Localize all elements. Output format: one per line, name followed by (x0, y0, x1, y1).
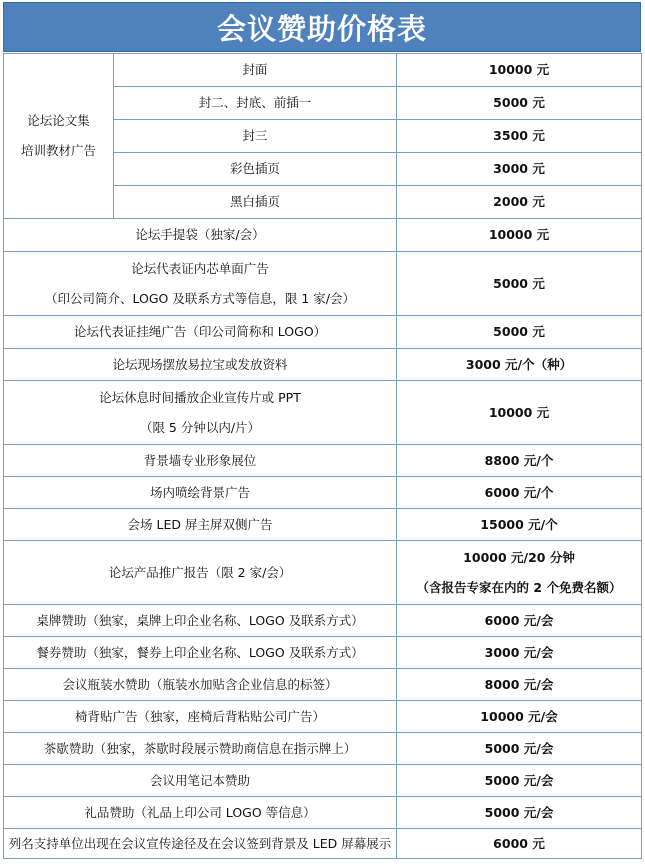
item-line: 背景墙专业形象展位 (143, 452, 257, 468)
price-cell (397, 669, 642, 701)
price-cell: 5000 元 (397, 87, 642, 120)
item-cell (4, 477, 397, 509)
table-row (4, 316, 642, 349)
item-cell (4, 252, 397, 316)
table-row (4, 765, 642, 797)
item-line: 桌牌赞助（独家，桌牌上印企业名称、LOGO 及联系方式） (36, 612, 364, 628)
item-cell (4, 733, 397, 765)
table-row (4, 219, 642, 252)
price-cell (397, 477, 642, 509)
item-line: 论坛产品推广报告（限 2 家/会） (108, 564, 292, 580)
item-cell (4, 605, 397, 637)
item-cell: 封面 (114, 54, 397, 87)
price-cell (397, 316, 642, 349)
item-line: 会议瓶装水赞助（瓶装水加贴含企业信息的标签） (62, 676, 338, 692)
item-cell (4, 541, 397, 605)
price-cell (397, 605, 642, 637)
table-row (4, 381, 642, 445)
price-line: （含报告专家在内的 2 个免费名额） (416, 579, 622, 595)
item-cell (4, 669, 397, 701)
price-line: 8000 元/会 (484, 676, 554, 692)
price-cell (397, 829, 642, 859)
price-line: 15000 元/个 (480, 516, 558, 532)
item-line: 椅背贴广告（独家，座椅后背粘贴公司广告） (74, 708, 325, 724)
price-cell (397, 509, 642, 541)
group-label-line: 论坛论文集 (27, 113, 90, 128)
item-line: 列名支持单位出现在会议宣传途径及在会议签到背景及 LED 屏幕展示 (8, 835, 392, 851)
table-row (4, 349, 642, 381)
price-line: 6000 元/个 (484, 484, 554, 500)
item-cell: 封二、封底、前插一 (114, 87, 397, 120)
group-label-line: 培训教材广告 (20, 143, 96, 158)
price-cell (397, 219, 642, 252)
item-line: 场内喷绘背景广告 (149, 484, 250, 500)
item-cell: 黑白插页 (114, 186, 397, 219)
item-cell (4, 219, 397, 252)
table-row (4, 797, 642, 829)
price-line: 5000 元/会 (484, 804, 554, 820)
price-line: 6000 元 (493, 835, 545, 851)
price-cell (397, 445, 642, 477)
item-line: 会场 LED 屏主屏双侧广告 (127, 516, 273, 532)
table-row (4, 509, 642, 541)
price-line: 5000 元/会 (484, 740, 554, 756)
item-line: 论坛手提袋（独家/会） (135, 227, 265, 242)
item-cell (4, 797, 397, 829)
price-cell: 3000 元 (397, 153, 642, 186)
item-cell (4, 349, 397, 381)
item-line: 论坛代表证内芯单面广告 (131, 260, 269, 276)
price-cell (397, 541, 642, 605)
item-cell (4, 765, 397, 797)
table-row (4, 541, 642, 605)
item-line: 论坛休息时间播放企业宣传片或 PPT (99, 389, 301, 405)
price-line: 5000 元 (493, 324, 545, 339)
price-cell (397, 381, 642, 445)
table-row (4, 701, 642, 733)
price-cell (397, 637, 642, 669)
item-line: 论坛代表证挂绳广告（印公司简称和 LOGO） (73, 324, 327, 339)
page-title: 会议赞助价格表 (3, 2, 641, 52)
item-line: 餐券赞助（独家，餐券上印企业名称、LOGO 及联系方式） (36, 644, 364, 660)
item-cell (4, 509, 397, 541)
table-row (4, 445, 642, 477)
item-cell: 封三 (114, 120, 397, 153)
price-cell: 3500 元 (397, 120, 642, 153)
table-row (4, 733, 642, 765)
price-line: 5000 元/会 (484, 772, 554, 788)
price-line: 10000 元/会 (480, 708, 558, 724)
table-row (4, 669, 642, 701)
price-cell (397, 733, 642, 765)
group-label-cell (4, 54, 114, 219)
price-line: 8800 元/个 (484, 452, 554, 468)
item-line: 茶歇赞助（独家，茶歇时段展示赞助商信息在指示牌上） (43, 740, 357, 756)
table-row (4, 605, 642, 637)
table-row (4, 829, 642, 859)
price-cell (397, 349, 642, 381)
item-line: （印公司简介、LOGO 及联系方式等信息，限 1 家/会） (45, 290, 355, 306)
price-line: 5000 元 (493, 275, 545, 291)
price-line: 3000 元/会 (484, 644, 554, 660)
price-cell: 2000 元 (397, 186, 642, 219)
item-cell (4, 701, 397, 733)
item-line: 礼品赞助（礼品上印公司 LOGO 等信息） (84, 804, 316, 820)
price-cell (397, 797, 642, 829)
item-cell (4, 829, 397, 859)
price-cell (397, 765, 642, 797)
item-cell (4, 445, 397, 477)
item-line: 会议用笔记本赞助 (149, 772, 250, 788)
table-row (4, 477, 642, 509)
table-row (4, 54, 642, 87)
price-cell (397, 701, 642, 733)
price-line: 10000 元 (488, 404, 550, 420)
price-line: 10000 元 (488, 227, 550, 242)
item-cell (4, 381, 397, 445)
item-cell (4, 637, 397, 669)
item-line: （限 5 分钟以内/片） (139, 419, 261, 435)
price-table (3, 53, 642, 859)
table-row (4, 637, 642, 669)
price-cell: 10000 元 (397, 54, 642, 87)
price-line: 10000 元/20 分钟 (463, 549, 575, 565)
price-line: 3000 元/个（种） (465, 356, 573, 372)
item-cell (4, 316, 397, 349)
price-cell (397, 252, 642, 316)
item-line: 论坛现场摆放易拉宝或发放资料 (112, 356, 288, 372)
table-row (4, 252, 642, 316)
price-line: 6000 元/会 (484, 612, 554, 628)
item-cell: 彩色插页 (114, 153, 397, 186)
